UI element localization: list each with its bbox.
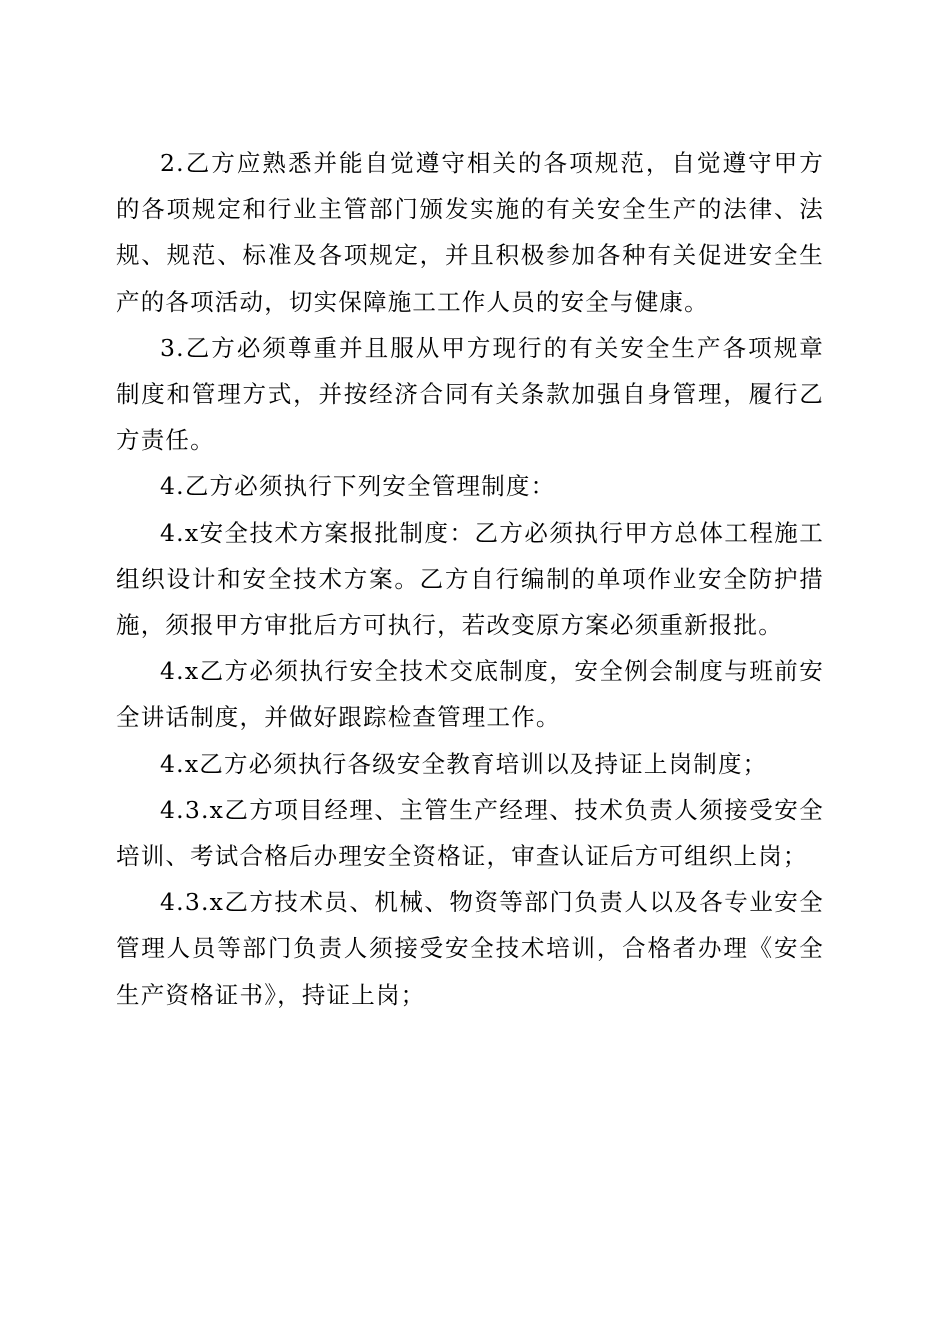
- paragraph-4-x-briefing: 4.x乙方必须执行安全技术交底制度，安全例会制度与班前安全讲话制度，并做好跟踪检查管理工作。: [116, 657, 824, 732]
- paragraph-4-3-x-managers: 4.3.x乙方项目经理、主管生产经理、技术负责人须接受安全培训、考试合格后办理安全资格证，审查认证后方可组织上岗；: [116, 795, 824, 871]
- paragraph-3: 3.乙方必须尊重并且服从甲方现行的有关安全生产各项规章制度和管理方式，并按经济合同有关条款加强自身管理，履行乙方责任。: [116, 333, 824, 455]
- document-body: [116, 140, 824, 1018]
- paragraph-4: 4.乙方必须执行下列安全管理制度：: [160, 472, 556, 501]
- paragraph-4-3-x-technicians: 4.3.x乙方技术员、机械、物资等部门负责人以及各专业安全管理人员等部门负责人须接受安全技术培训，合格者办理《安全生产资格证书》，持证上岗；: [116, 888, 824, 1009]
- paragraph-4-x-training: 4.x乙方必须执行各级安全教育培训以及持证上岗制度；: [160, 749, 768, 778]
- paragraph-4-x-approval: 4.x安全技术方案报批制度：乙方必须执行甲方总体工程施工组织设计和安全技术方案。乙方自行编制的单项作业安全防护措施，须报甲方审批后方可执行，若改变原方案必须重新报批。: [116, 518, 824, 640]
- paragraph-2: 2.乙方应熟悉并能自觉遵守相关的各项规范，自觉遵守甲方的各项规定和行业主管部门颁发实施的有关安全生产的法律、法规、规范、标准及各项规定，并且积极参加各种有关促进安全生产的各项活动，切实保障施工工作人员的安全与健康。: [116, 149, 824, 316]
